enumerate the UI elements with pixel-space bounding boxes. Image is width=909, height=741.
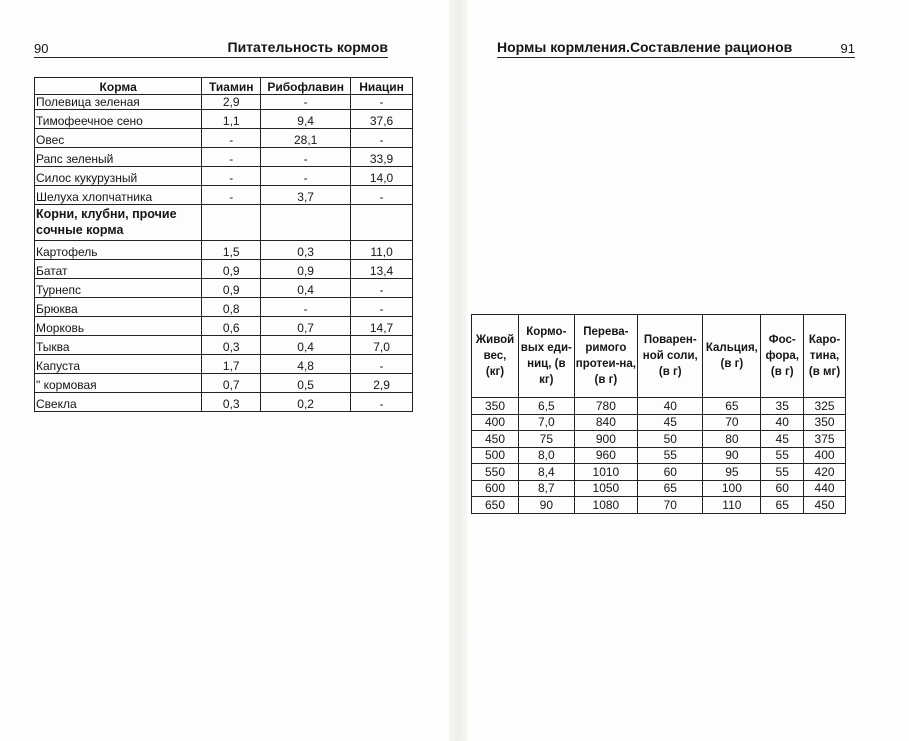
value-cell: 0,5: [261, 374, 351, 393]
value-cell: 6,5: [519, 398, 575, 415]
section-heading: Корни, клубни, прочие сочные корма: [35, 205, 202, 241]
feed-name-cell: Капуста: [35, 355, 202, 374]
table-row: [35, 110, 413, 129]
value-cell: -: [261, 148, 351, 167]
value-cell: 37,6: [351, 110, 413, 129]
value-cell: 0,9: [202, 260, 261, 279]
value-cell: 0,3: [261, 241, 351, 260]
column-header: Поварен-ной соли, (в г): [638, 315, 703, 398]
column-header: Кальция, (в г): [703, 315, 761, 398]
value-cell: 45: [761, 431, 804, 448]
value-cell: 4,8: [261, 355, 351, 374]
value-cell: 500: [472, 447, 519, 464]
feeding-norms-table: [471, 314, 846, 514]
table-row: [35, 186, 413, 205]
value-cell: 80: [703, 431, 761, 448]
feed-name-cell: Силос кукурузный: [35, 167, 202, 186]
table-row: [35, 355, 413, 374]
feed-name-cell: Морковь: [35, 317, 202, 336]
value-cell: -: [202, 129, 261, 148]
table-row: [35, 241, 413, 260]
table-row: [35, 317, 413, 336]
value-cell: 55: [638, 447, 703, 464]
feed-name-cell: Свекла: [35, 393, 202, 412]
value-cell: 0,7: [261, 317, 351, 336]
value-cell: 55: [761, 464, 804, 481]
value-cell: 1,7: [202, 355, 261, 374]
table-row: [472, 398, 846, 415]
value-cell: 75: [519, 431, 575, 448]
value-cell: 55: [761, 447, 804, 464]
table-row: [35, 260, 413, 279]
table-row: [35, 374, 413, 393]
value-cell: 14,7: [351, 317, 413, 336]
value-cell: 100: [703, 480, 761, 497]
table-row: [35, 336, 413, 355]
empty-cell: [202, 205, 261, 241]
value-cell: 0,2: [261, 393, 351, 412]
value-cell: 1010: [574, 464, 637, 481]
table-header-row: [472, 315, 846, 398]
section-row: [35, 205, 413, 241]
table-row: [472, 497, 846, 514]
table-row: [35, 129, 413, 148]
value-cell: -: [351, 279, 413, 298]
value-cell: -: [202, 148, 261, 167]
feed-name-cell: Тимофеечное сено: [35, 110, 202, 129]
value-cell: 11,0: [351, 241, 413, 260]
value-cell: 325: [804, 398, 846, 415]
value-cell: 90: [703, 447, 761, 464]
value-cell: 840: [574, 414, 637, 431]
value-cell: 60: [638, 464, 703, 481]
feed-name-cell: Шелуха хлопчатника: [35, 186, 202, 205]
table-row: [35, 167, 413, 186]
value-cell: 14,0: [351, 167, 413, 186]
table-row: [35, 279, 413, 298]
value-cell: 33,9: [351, 148, 413, 167]
value-cell: 8,0: [519, 447, 575, 464]
value-cell: 40: [761, 414, 804, 431]
value-cell: 65: [703, 398, 761, 415]
value-cell: 95: [703, 464, 761, 481]
value-cell: 1050: [574, 480, 637, 497]
table-row: [472, 464, 846, 481]
value-cell: 400: [804, 447, 846, 464]
value-cell: 8,7: [519, 480, 575, 497]
value-cell: 65: [638, 480, 703, 497]
book-gutter: [449, 0, 467, 741]
left-running-title: Питательность кормов: [227, 39, 388, 55]
value-cell: 3,7: [261, 186, 351, 205]
left-page-header: [34, 38, 388, 58]
value-cell: 13,4: [351, 260, 413, 279]
value-cell: 35: [761, 398, 804, 415]
column-header: Живой вес, (кг): [472, 315, 519, 398]
value-cell: 7,0: [519, 414, 575, 431]
table-row: [35, 148, 413, 167]
right-page-number: 91: [840, 41, 855, 56]
value-cell: 0,4: [261, 279, 351, 298]
value-cell: 2,9: [202, 95, 261, 110]
feed-name-cell: Картофель: [35, 241, 202, 260]
feed-name-cell: " кормовая: [35, 374, 202, 393]
value-cell: -: [351, 129, 413, 148]
feed-name-cell: Овес: [35, 129, 202, 148]
left-page-number: 90: [34, 41, 49, 56]
table-row: [35, 298, 413, 317]
value-cell: 0,6: [202, 317, 261, 336]
right-running-title: Нормы кормления.Составление рационов: [497, 39, 793, 55]
value-cell: 375: [804, 431, 846, 448]
value-cell: 65: [761, 497, 804, 514]
value-cell: 60: [761, 480, 804, 497]
value-cell: 450: [804, 497, 846, 514]
empty-cell: [351, 205, 413, 241]
value-cell: -: [351, 95, 413, 110]
value-cell: 900: [574, 431, 637, 448]
value-cell: 400: [472, 414, 519, 431]
value-cell: 45: [638, 414, 703, 431]
column-header: Корма: [35, 78, 202, 95]
value-cell: 0,7: [202, 374, 261, 393]
table-row: [35, 95, 413, 110]
feed-name-cell: Батат: [35, 260, 202, 279]
feed-name-cell: Брюква: [35, 298, 202, 317]
value-cell: 28,1: [261, 129, 351, 148]
value-cell: 0,9: [202, 279, 261, 298]
value-cell: -: [351, 393, 413, 412]
value-cell: -: [202, 167, 261, 186]
table-row: [35, 393, 413, 412]
value-cell: -: [261, 167, 351, 186]
table-row: [472, 414, 846, 431]
value-cell: 70: [638, 497, 703, 514]
right-header-rule: [497, 57, 855, 58]
value-cell: 350: [472, 398, 519, 415]
value-cell: -: [261, 95, 351, 110]
value-cell: 1080: [574, 497, 637, 514]
table-row: [472, 447, 846, 464]
table-row: [472, 480, 846, 497]
right-page-header: [497, 38, 855, 58]
column-header: Кормо-вых еди-ниц, (в кг): [519, 315, 575, 398]
value-cell: -: [202, 186, 261, 205]
column-header: Перева-римого протеи-на, (в г): [574, 315, 637, 398]
column-header: Рибофлавин: [261, 78, 351, 95]
column-header: Каро-тина, (в мг): [804, 315, 846, 398]
value-cell: 350: [804, 414, 846, 431]
value-cell: 960: [574, 447, 637, 464]
value-cell: 0,3: [202, 336, 261, 355]
value-cell: 420: [804, 464, 846, 481]
table-row: [472, 431, 846, 448]
value-cell: 450: [472, 431, 519, 448]
feed-vitamins-table: [34, 77, 413, 412]
value-cell: 90: [519, 497, 575, 514]
left-header-rule: [34, 57, 388, 58]
value-cell: 650: [472, 497, 519, 514]
value-cell: 0,9: [261, 260, 351, 279]
value-cell: 1,5: [202, 241, 261, 260]
value-cell: 7,0: [351, 336, 413, 355]
value-cell: 1,1: [202, 110, 261, 129]
column-header: Фос-фора, (в г): [761, 315, 804, 398]
value-cell: -: [351, 186, 413, 205]
value-cell: 0,4: [261, 336, 351, 355]
value-cell: -: [351, 298, 413, 317]
feed-name-cell: Полевица зеленая: [35, 95, 202, 110]
value-cell: 50: [638, 431, 703, 448]
value-cell: 40: [638, 398, 703, 415]
value-cell: 110: [703, 497, 761, 514]
value-cell: 0,3: [202, 393, 261, 412]
value-cell: 440: [804, 480, 846, 497]
feed-name-cell: Рапс зеленый: [35, 148, 202, 167]
value-cell: 9,4: [261, 110, 351, 129]
value-cell: -: [261, 298, 351, 317]
value-cell: 8,4: [519, 464, 575, 481]
value-cell: -: [351, 355, 413, 374]
feed-name-cell: Тыква: [35, 336, 202, 355]
feed-name-cell: Турнепс: [35, 279, 202, 298]
value-cell: 0,8: [202, 298, 261, 317]
column-header: Тиамин: [202, 78, 261, 95]
value-cell: 2,9: [351, 374, 413, 393]
value-cell: 780: [574, 398, 637, 415]
column-header: Ниацин: [351, 78, 413, 95]
value-cell: 70: [703, 414, 761, 431]
empty-cell: [261, 205, 351, 241]
value-cell: 550: [472, 464, 519, 481]
value-cell: 600: [472, 480, 519, 497]
table-header-row: [35, 78, 413, 95]
